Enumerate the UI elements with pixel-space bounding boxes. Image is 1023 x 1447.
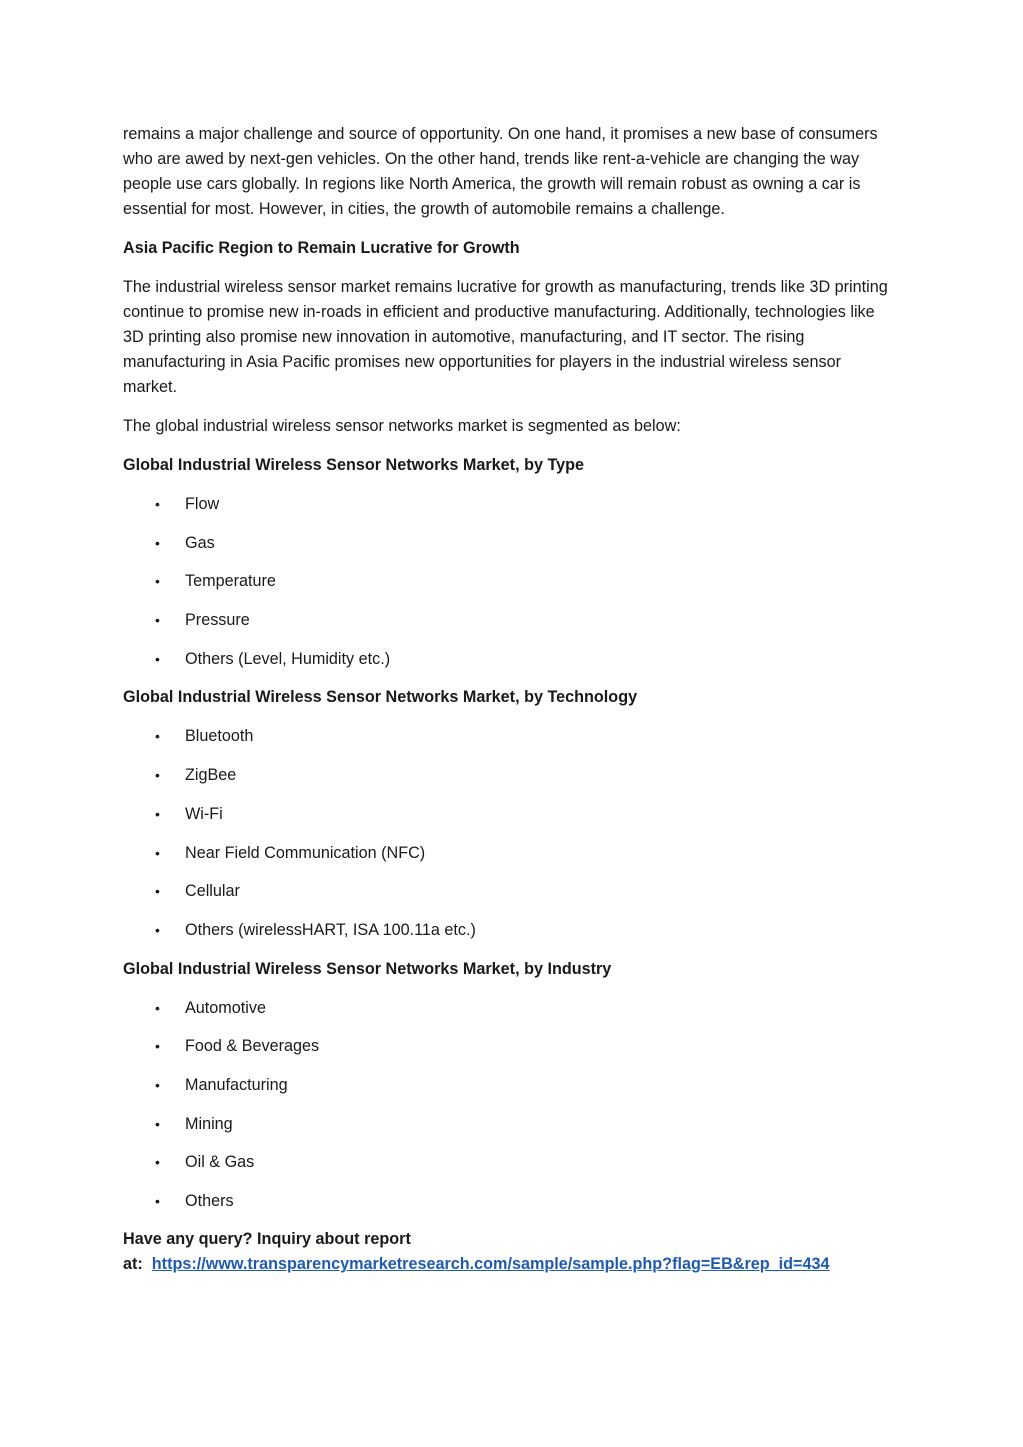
- list-item: • Mining: [123, 1112, 893, 1137]
- bullet-icon: •: [155, 1076, 160, 1093]
- bullet-icon: •: [155, 999, 160, 1016]
- asia-pacific-paragraph: The industrial wireless sensor market remains lucrative for growth as manufacturing, trends like 3D printing continue to promise new in-roads in efficient and productive manufacturing. Additionally, technologies like 3D printing also promise new innovation in automotive, manufacturing, and IT sector. The rising manufacturing in Asia Pacific promises new opportunities for players in the industrial wireless sensor market.: [123, 278, 888, 396]
- by-type-list: [123, 492, 893, 672]
- document-page: [123, 122, 893, 1277]
- bullet-icon: •: [155, 496, 160, 512]
- segmentation-intro: The global industrial wireless sensor networks market is segmented as below:: [123, 417, 681, 435]
- bullet-icon: •: [155, 573, 160, 590]
- list-item: • Near Field Communication (NFC): [123, 841, 893, 866]
- list-item: • Food & Beverages: [123, 1034, 893, 1059]
- list-item: • Bluetooth: [123, 724, 893, 749]
- bullet-icon: •: [155, 844, 160, 861]
- inquiry-link-line: [123, 1252, 893, 1277]
- inquiry-prefix: at:: [123, 1255, 143, 1273]
- bullet-icon: •: [155, 612, 160, 629]
- by-technology-heading: Global Industrial Wireless Sensor Networks Market, by Technology: [123, 688, 638, 707]
- bullet-icon: •: [155, 921, 160, 938]
- bullet-icon: •: [155, 534, 160, 551]
- by-type-heading: Global Industrial Wireless Sensor Networks Market, by Type: [123, 456, 585, 474]
- bullet-icon: •: [155, 650, 160, 667]
- inquiry-link[interactable]: https://www.transparencymarketresearch.com/sample/sample.php?flag=EB&rep_id=434: [151, 1255, 830, 1273]
- list-item: • Flow: [123, 492, 893, 517]
- by-industry-heading: Global Industrial Wireless Sensor Networks Market, by Industry: [123, 959, 612, 978]
- list-item: • Automotive: [123, 996, 893, 1021]
- list-item: • Others (wirelessHART, ISA 100.11a etc.): [123, 918, 893, 943]
- bullet-icon: •: [155, 1154, 160, 1171]
- bullet-icon: •: [155, 1038, 160, 1055]
- by-industry-list: [123, 996, 893, 1214]
- bullet-icon: •: [155, 1193, 160, 1209]
- list-item: • Others: [123, 1189, 893, 1214]
- asia-pacific-heading: Asia Pacific Region to Remain Lucrative for Growth: [123, 239, 520, 257]
- list-item: • Temperature: [123, 569, 893, 594]
- inquiry-line: Have any query? Inquiry about report: [123, 1230, 411, 1248]
- by-technology-list: [123, 724, 893, 942]
- list-item: • Manufacturing: [123, 1073, 893, 1098]
- bullet-icon: •: [155, 805, 160, 822]
- intro-paragraph: remains a major challenge and source of opportunity. On one hand, it promises a new base of consumers who are awed by next-gen vehicles. On the other hand, trends like rent-a-vehicle are changing the way people use cars globally. In regions like North America, the growth will remain robust as owning a car is essential for most. However, in cities, the growth of automobile remains a challenge.: [123, 125, 878, 218]
- bullet-icon: •: [155, 1115, 160, 1132]
- list-item: • Wi-Fi: [123, 802, 893, 827]
- list-item: • Cellular: [123, 879, 893, 904]
- list-item: • Oil & Gas: [123, 1150, 893, 1175]
- bullet-icon: •: [155, 728, 160, 745]
- list-item: • Pressure: [123, 608, 893, 633]
- list-item: • Gas: [123, 531, 893, 556]
- bullet-icon: •: [155, 883, 160, 900]
- list-item: • ZigBee: [123, 763, 893, 788]
- list-item: • Others (Level, Humidity etc.): [123, 647, 893, 672]
- bullet-icon: •: [155, 767, 160, 784]
- inquiry-block: [123, 1227, 893, 1277]
